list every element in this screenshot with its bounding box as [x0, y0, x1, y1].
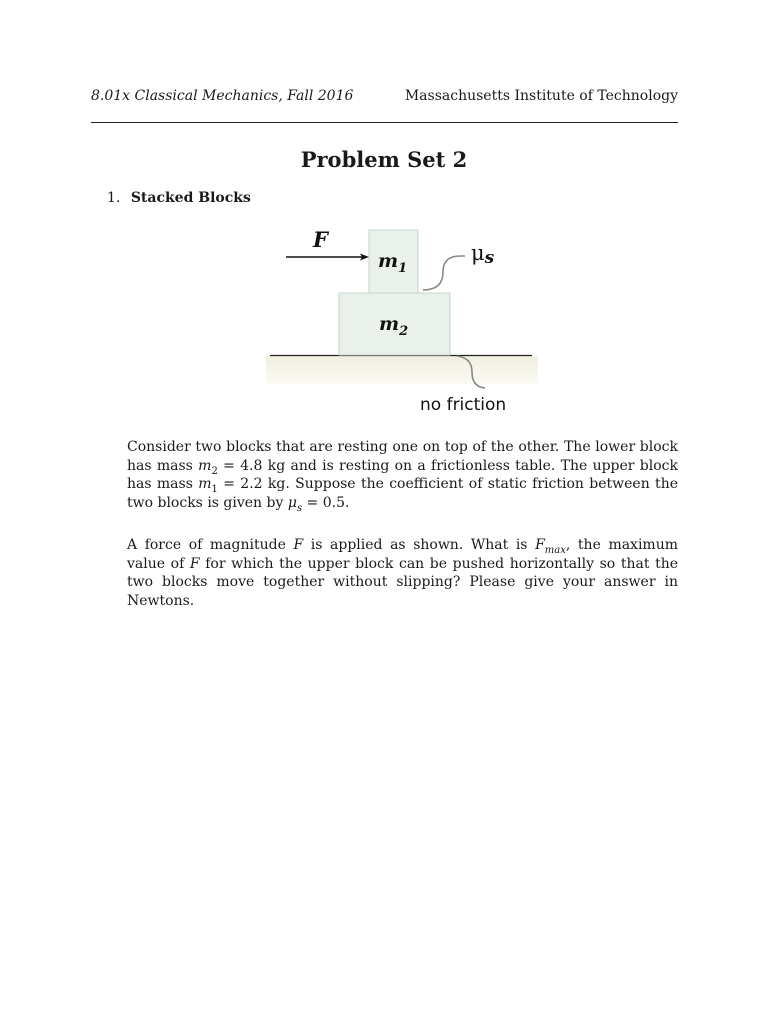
page-header — [91, 88, 678, 108]
problem-statement-paragraph: Consider two blocks that are resting one on top of the other. The lower block has mass $m_2 = 4.8$ kg and is resting on a frictionless table. The upper block has mass $m_1 = 2.2$ kg. Suppose the coefficient of static friction between the two blocks is given by $\mu_s = 0.5$. — [127, 439, 678, 514]
upper-block-label: $m_1$ — [378, 250, 408, 276]
header-rule — [91, 122, 678, 123]
institution-name: Massachusetts Institute of Technology — [404, 88, 678, 104]
question-paragraph: A force of magnitude F is applied as shown. What is $F_{max}$, the maximum value of F for which the upper block can be pushed horizontally so that the two blocks move together without slipping? Please give your answer in Newtons. — [127, 537, 679, 609]
stacked-blocks-figure — [260, 222, 550, 422]
no-friction-label: no friction — [420, 395, 507, 415]
force-label: F — [313, 227, 328, 252]
problem-heading — [107, 190, 251, 206]
friction-coefficient-label: μs — [471, 241, 495, 268]
problem-name: Stacked Blocks — [130, 190, 251, 206]
table-surface — [266, 356, 538, 384]
lower-block-label: $m_2$ — [379, 313, 409, 339]
friction-leader-line — [423, 256, 465, 290]
course-title: 8.01x Classical Mechanics, Fall 2016 — [91, 88, 354, 104]
problem-number: 1. — [107, 190, 121, 206]
page-title: Problem Set 2 — [300, 147, 468, 172]
